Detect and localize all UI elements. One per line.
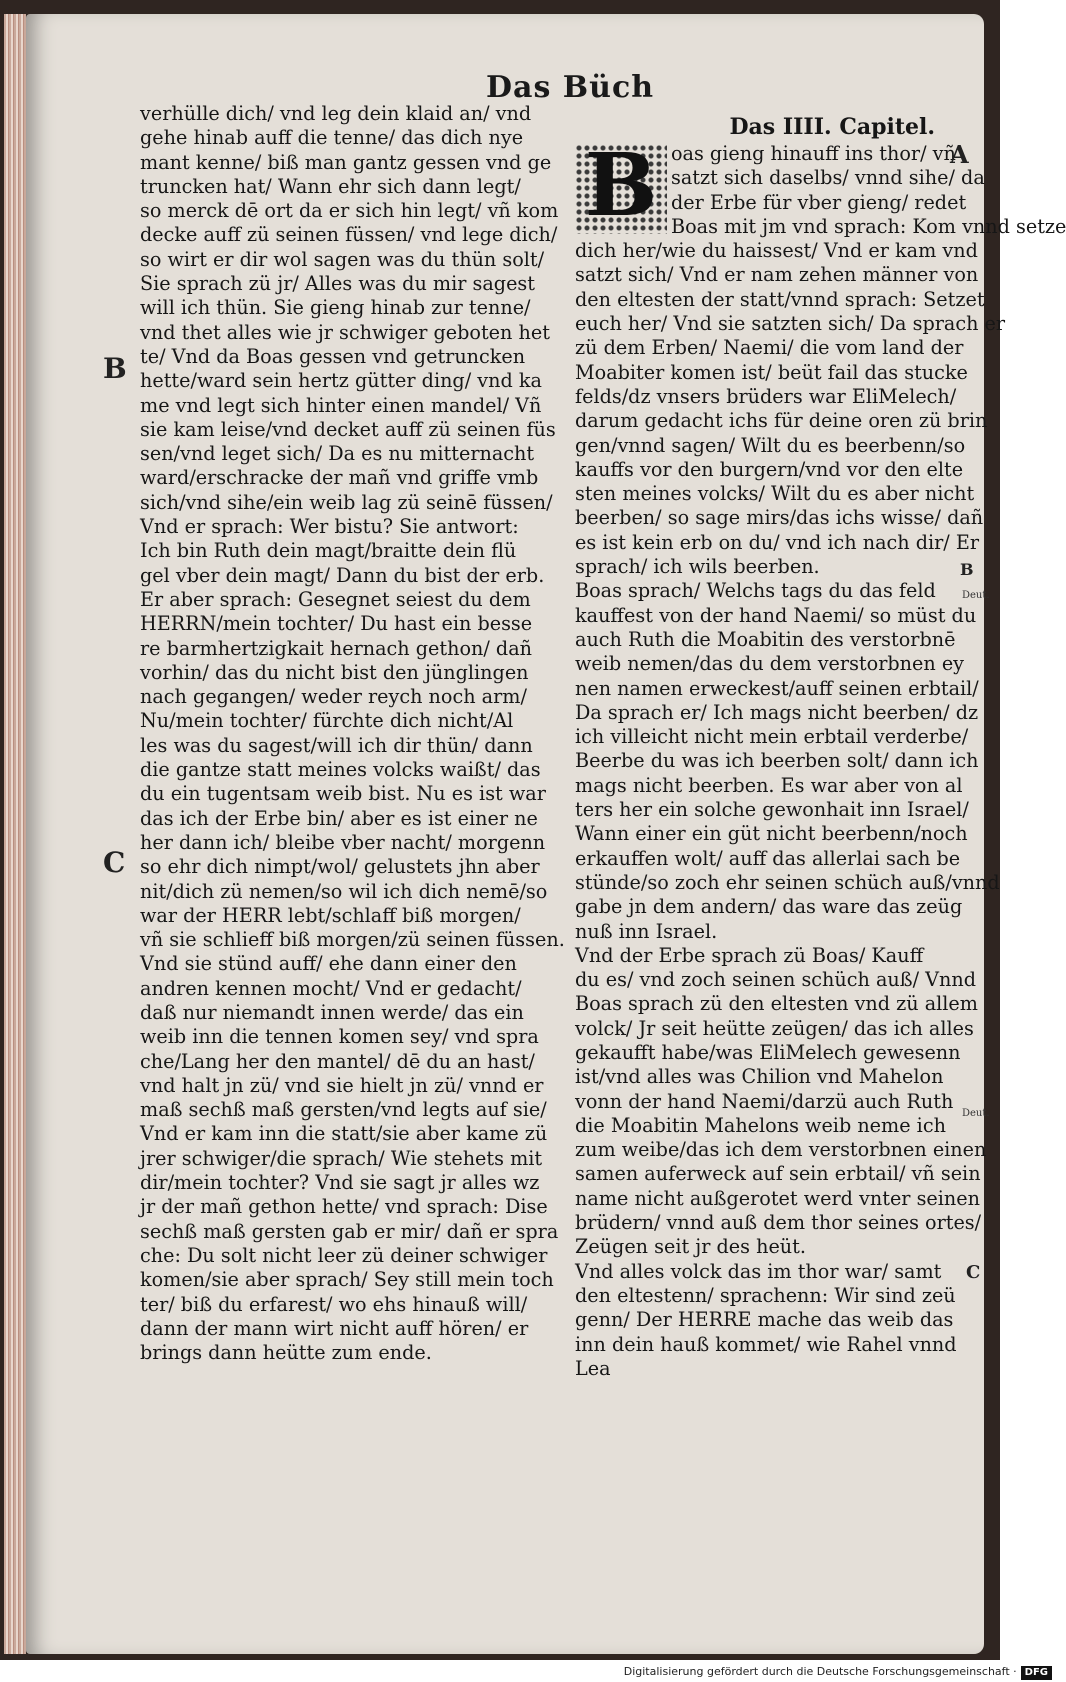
text-line: die gantze statt meines volcks waißt/ das xyxy=(140,758,541,782)
drop-cap-initial: B xyxy=(575,144,667,234)
dfg-logo: DFG xyxy=(1021,1666,1052,1680)
margin-mark-right-a: A xyxy=(950,140,969,169)
text-line: maß sechß maß gersten/vnd legts auf sie/ xyxy=(140,1098,547,1122)
text-line: Moabiter komen ist/ beüt fail das stucke xyxy=(575,360,968,384)
text-line: vñ sie schlieff biß morgen/zü seinen füssen. xyxy=(140,928,565,952)
margin-note-2: Deut. xyxy=(962,1108,990,1119)
text-line: sprach/ ich wils beerben. xyxy=(575,555,820,579)
text-line: ters her ein solche gewonhait inn Israel/ xyxy=(575,798,969,822)
text-line: Beerbe du was ich beerben solt/ dann ich xyxy=(575,749,979,773)
text-line: Boas sprach zü den eltesten vnd zü allem xyxy=(575,992,978,1016)
text-line: Lea xyxy=(575,1356,611,1380)
text-line: brüdern/ vnnd auß dem thor seines ortes/ xyxy=(575,1211,982,1235)
text-line: vonn der hand Naemi/darzü auch Ruth xyxy=(575,1089,954,1113)
text-line: so merck dē ort da er sich hin legt/ vñ kom xyxy=(140,199,559,223)
text-line: andren kennen mocht/ Vnd er gedacht/ xyxy=(140,976,522,1000)
text-line: Vnd er sprach: Wer bistu? Sie antwort: xyxy=(140,515,519,539)
text-line: inn dein hauß kommet/ wie Rahel vnnd xyxy=(575,1332,957,1356)
text-line: ter/ biß du erfarest/ wo ehs hinauß will/ xyxy=(140,1292,528,1316)
chapter-heading: Das IIII. Capitel. xyxy=(729,114,935,140)
text-line: sie kam leise/vnd decket auff zü seinen füs xyxy=(140,417,556,441)
text-line: verhülle dich/ vnd leg dein klaid an/ vnd xyxy=(140,102,532,125)
text-line: brings dann heütte zum ende. xyxy=(140,1341,432,1365)
page-edge xyxy=(4,14,26,1654)
text-line: weib inn die tennen komen sey/ vnd spra xyxy=(140,1025,539,1049)
text-line: nit/dich zü nemen/so wil ich dich nemē/so xyxy=(140,879,548,903)
text-line: jr der mañ gethon hette/ vnd sprach: Dise xyxy=(140,1195,548,1219)
text-line: kauffs vor den burgern/vnd vor den elte xyxy=(575,457,964,481)
text-line: Zeügen seit jr des heüt. xyxy=(575,1235,806,1259)
text-line: Vnd alles volck das im thor war/ samt xyxy=(575,1259,942,1283)
text-line: ward/erschracke der mañ vnd griffe vmb xyxy=(140,466,539,490)
text-line: auch Ruth die Moabitin des verstorbnē xyxy=(575,627,956,651)
text-line: HERRN/mein tochter/ Du hast ein besse xyxy=(140,612,533,636)
text-line: nuß inn Israel. xyxy=(575,919,718,943)
text-line: nen namen erweckest/auff seinen erbtail/ xyxy=(575,676,979,700)
text-line: mags nicht beerben. Es war aber von al xyxy=(575,773,963,797)
text-line: Vnd der Erbe sprach zü Boas/ Kauff xyxy=(575,943,924,967)
text-line: gel vber dein magt/ Dann du bist der erb. xyxy=(140,563,545,587)
text-line: das ich der Erbe bin/ aber es ist einer ne xyxy=(140,806,538,830)
text-line: Vnd sie stünd auff/ ehe dann einer den xyxy=(140,952,517,976)
text-line: komen/sie aber sprach/ Sey still mein toch xyxy=(140,1268,554,1292)
text-line: war der HERR lebt/schlaff biß morgen/ xyxy=(140,903,521,927)
text-line: her dann ich/ bleibe vber nacht/ morgenn xyxy=(140,830,546,854)
margin-mark-right-c: C xyxy=(966,1262,981,1283)
text-line: dann der mann wirt nicht auff hören/ er xyxy=(140,1316,529,1340)
text-line: so ehr dich nimpt/wol/ gelustets jhn aber xyxy=(140,855,540,879)
text-line: Ich bin Ruth dein magt/braitte dein flü xyxy=(140,539,517,563)
text-line: me vnd legt sich hinter einen mandel/ Vñ xyxy=(140,393,542,417)
text-line: sten meines volcks/ Wilt du es aber nicht xyxy=(575,482,975,506)
text-line: Boas sprach/ Welchs tags du das feld xyxy=(575,579,936,603)
text-line: decke auff zü seinen füssen/ vnd lege dich/ xyxy=(140,223,558,247)
text-line: den eltesten der statt/vnnd sprach: Setzet xyxy=(575,287,985,311)
text-line: beerben/ so sage mirs/das ichs wisse/ dañ xyxy=(575,506,984,530)
text-line: gehe hinab auff die tenne/ das dich nye xyxy=(140,126,524,150)
text-line: erkauffen wolt/ auff das allerlai sach be xyxy=(575,846,961,870)
text-line: Da sprach er/ Ich mags nicht beerben/ dz xyxy=(575,700,979,724)
margin-mark-left-b: B xyxy=(103,352,127,385)
text-line: den eltestenn/ sprachenn: Wir sind zeü xyxy=(575,1283,956,1307)
text-line: sich/vnd sihe/ein weib lag zü seinē füssen/ xyxy=(140,490,553,514)
margin-note-1: Deut. xyxy=(962,590,990,601)
text-line: kauffest von der hand Naemi/ so müst du xyxy=(575,603,977,627)
text-line: Vnd er kam inn die statt/sie aber kame zü xyxy=(140,1122,548,1146)
text-line: der Erbe für vber gieng/ redet xyxy=(671,190,967,214)
text-line: dich her/wie du haissest/ Vnd er kam vnd xyxy=(575,239,978,263)
text-line: zü dem Erben/ Naemi/ die vom land der xyxy=(575,336,964,360)
text-line: che: Du solt nicht leer zü deiner schwiger xyxy=(140,1243,548,1267)
text-line: mant kenne/ biß man gantz gessen vnd ge xyxy=(140,150,552,174)
running-header: Das Büch xyxy=(486,70,655,105)
text-line: satzt sich/ Vnd er nam zehen männer von xyxy=(575,263,979,287)
text-line: sen/vnd leget sich/ Da es nu mitternacht xyxy=(140,442,535,466)
text-line: darum gedacht ichs für deine oren zü brin xyxy=(575,409,988,433)
text-line: euch her/ Vnd sie satzten sich/ Da sprach er xyxy=(575,312,1006,336)
text-line: Boas mit jm vnd sprach: Kom vnnd setze xyxy=(671,214,1066,238)
left-text-column xyxy=(140,102,565,1365)
text-line: Sie sprach zü jr/ Alles was du mir sagest xyxy=(140,272,535,296)
text-line: samen auferweck auf sein erbtail/ vñ sein xyxy=(575,1162,981,1186)
text-line: sechß maß gersten gab er mir/ dañ er spra xyxy=(140,1219,559,1243)
text-line: vnd thet alles wie jr schwiger geboten het xyxy=(140,320,550,344)
text-line: du ein tugentsam weib bist. Nu es ist war xyxy=(140,782,546,806)
text-line: name nicht außgerotet werd vnter seinen xyxy=(575,1186,980,1210)
text-line: che/Lang her den mantel/ dē du an hast/ xyxy=(140,1049,535,1073)
text-line: volck/ Jr seit heütte zeügen/ das ich alles xyxy=(575,1016,974,1040)
text-line: genn/ Der HERRE mache das weib das xyxy=(575,1308,954,1332)
text-line: te/ Vnd da Boas gessen vnd getruncken xyxy=(140,344,526,368)
text-line: hette/ward sein hertz gütter ding/ vnd ka xyxy=(140,369,542,393)
text-line: die Moabitin Mahelons weib neme ich xyxy=(575,1113,946,1137)
text-line: les was du sagest/will ich dir thün/ dann xyxy=(140,733,533,757)
text-line: oas gieng hinauff ins thor/ vñ xyxy=(671,142,956,165)
text-line: gekaufft habe/was EliMelech gewesenn xyxy=(575,1040,961,1064)
text-line: felds/dz vnsers brüders war EliMelech/ xyxy=(575,384,957,408)
text-line: truncken hat/ Wann ehr sich dann legt/ xyxy=(140,174,521,198)
footer-credit xyxy=(624,1662,1052,1682)
text-line: Er aber sprach: Gesegnet seiest du dem xyxy=(140,587,531,611)
text-line: zum weibe/das ich dem verstorbnen einen xyxy=(575,1138,987,1162)
text-line: vorhin/ das du nicht bist den jünglingen xyxy=(140,660,529,684)
right-text-column xyxy=(575,112,1066,1381)
margin-mark-right-b: B xyxy=(960,560,974,579)
text-line: du es/ vnd zoch seinen schüch auß/ Vnnd xyxy=(575,968,976,992)
text-line: es ist kein erb on du/ vnd ich nach dir/ Er xyxy=(575,530,980,554)
text-line: nach gegangen/ weder reych noch arm/ xyxy=(140,685,527,709)
text-line: gen/vnnd sagen/ Wilt du es beerbenn/so xyxy=(575,433,966,457)
text-line: dir/mein tochter? Vnd sie sagt jr alles wz xyxy=(140,1171,540,1195)
text-line: ich villeicht nicht mein erbtail verderbe/ xyxy=(575,725,969,749)
right-text-lines xyxy=(575,142,1066,1381)
text-line: daß nur niemandt innen werde/ das ein xyxy=(140,1000,524,1024)
text-line: Wann einer ein güt nicht beerbenn/noch xyxy=(575,822,968,846)
text-line: so wirt er dir wol sagen was du thün solt/ xyxy=(140,247,545,271)
text-line: stünde/so zoch ehr seinen schüch auß/vnnd xyxy=(575,870,1000,894)
text-line: satzt sich daselbs/ vnnd sihe/ da xyxy=(671,166,985,190)
text-line: gabe jn dem andern/ das ware das zeüg xyxy=(575,895,963,919)
footer-text: Digitalisierung gefördert durch die Deutsche Forschungsgemeinschaft · xyxy=(623,1665,1017,1678)
text-line: ist/vnd alles was Chilion vnd Mahelon xyxy=(575,1065,944,1089)
text-line: jrer schwiger/die sprach/ Wie stehets mit xyxy=(140,1146,543,1170)
text-line: will ich thün. Sie gieng hinab zur tenne/ xyxy=(140,296,531,320)
text-line: re barmhertzigkait hernach gethon/ dañ xyxy=(140,636,532,660)
margin-mark-left-c: C xyxy=(103,846,126,879)
text-line: Nu/mein tochter/ fürchte dich nicht/Al xyxy=(140,709,514,733)
text-line: weib nemen/das du dem verstorbnen ey xyxy=(575,652,965,676)
text-line: vnd halt jn zü/ vnd sie hielt jn zü/ vnnd er xyxy=(140,1073,544,1097)
